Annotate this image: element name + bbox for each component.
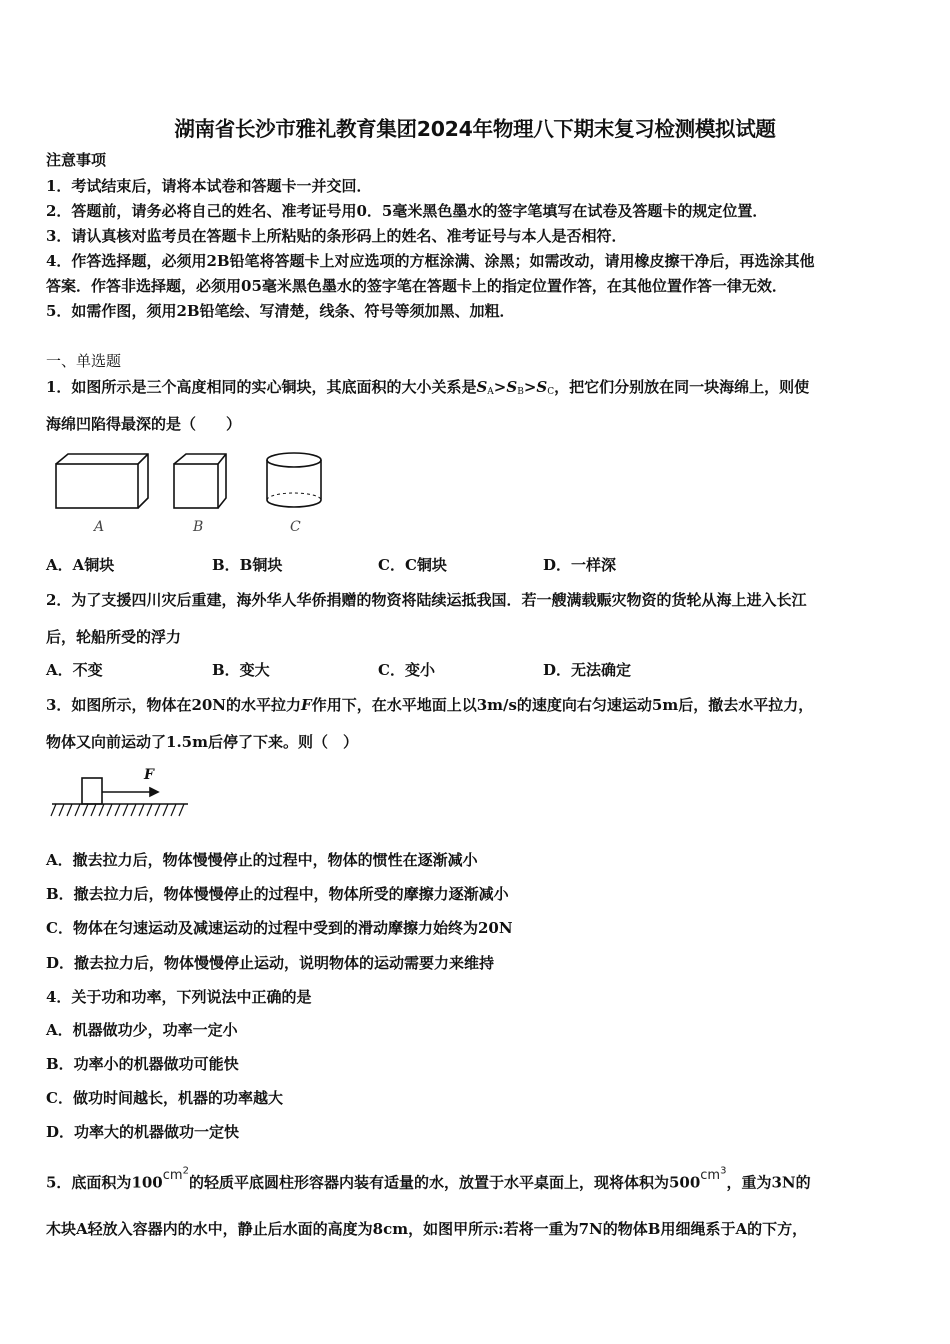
- section-heading: 一、单选题: [46, 352, 122, 370]
- q3-option-c[interactable]: C．物体在匀速运动及减速运动的过程中受到的滑动摩擦力始终为20N: [46, 919, 513, 937]
- q1-option-b[interactable]: B．B铜块: [212, 556, 283, 574]
- notice-item: 5．如需作图，须用2B铅笔绘、写清楚，线条、符号等须加黑、加粗．: [46, 302, 515, 320]
- q1-text-a: 1．如图所示是三个高度相同的实心铜块，其底面积的大小关系是: [46, 378, 477, 396]
- block-a-shape: [56, 454, 148, 508]
- fig-label-a: A: [94, 519, 105, 535]
- force-arrow-head: [150, 788, 158, 796]
- q1-sa: S: [476, 378, 488, 396]
- q1-gt2: >: [523, 378, 537, 396]
- q3-figure-block-on-floor: [50, 762, 192, 826]
- q5-unit-area-exp: 2: [182, 1166, 189, 1177]
- q1-option-a[interactable]: A．A铜块: [46, 556, 115, 574]
- q2-option-a[interactable]: A．不变: [46, 661, 103, 679]
- q1-sb: S: [506, 378, 518, 396]
- q2-option-c[interactable]: C．变小: [378, 661, 435, 679]
- page-title: 湖南省长沙市雅礼教育集团2024年物理八下期末复习检测模拟试题: [174, 117, 776, 141]
- block-b-shape: [174, 454, 226, 508]
- q3-option-d[interactable]: D．撤去拉力后，物体慢慢停止运动，说明物体的运动需要力来维持: [46, 954, 495, 972]
- notice-item: 4．作答选择题，必须用2B铅笔将答题卡上对应选项的方框涂满、涂黑；如需改动，请用橡皮擦干净后，再选涂其他: [46, 252, 815, 270]
- q5-text-b: 的轻质平底圆柱形容器内装有适量的水，放置于水平桌面上，现将体积为500: [188, 1173, 701, 1192]
- q3-text-a: 3．如图所示，物体在20N的水平拉力: [46, 696, 302, 714]
- q2-stem-line2: 后，轮船所受的浮力: [46, 628, 182, 646]
- q5-unit-volume-base: cm: [700, 1168, 721, 1184]
- q4-option-a[interactable]: A．机器做功少，功率一定小: [46, 1021, 238, 1039]
- q5-text-a: 5．底面积为100: [46, 1173, 163, 1192]
- notice-item: 1．考试结束后，请将本试卷和答题卡一并交回．: [46, 177, 372, 195]
- q1-text-b: ，把它们分别放在同一块海绵上，则使: [554, 378, 810, 396]
- q2-option-b[interactable]: B．变大: [212, 661, 270, 679]
- q5-unit-area: [163, 1168, 189, 1183]
- block-shape: [82, 778, 102, 804]
- q1-gt1: >: [493, 378, 507, 396]
- block-c-cylinder-shape: [267, 453, 321, 507]
- q2-stem-line1: 2．为了支援四川灾后重建，海外华人华侨捐赠的物资将陆续运抵我国．若一艘满载赈灾物资的货轮从海上进入长江: [46, 591, 807, 609]
- q1-sb-sub: B: [517, 387, 524, 397]
- q5-unit-volume: [700, 1168, 726, 1183]
- q3-stem-line2: 物体又向前运动了1.5m后停了下来。则（ ）: [46, 733, 358, 751]
- fig-label-c: C: [290, 519, 301, 535]
- fig-label-b: B: [193, 519, 204, 535]
- notice-heading: 注意事项: [46, 151, 107, 169]
- q5-unit-volume-exp: 3: [720, 1166, 727, 1177]
- q1-sa-sub: A: [487, 387, 494, 397]
- q1-stem-line1: [46, 377, 809, 402]
- q5-text-c: ，重为3N的: [726, 1173, 811, 1192]
- q5-stem-line1: [46, 1166, 811, 1194]
- q3-option-a[interactable]: A．撤去拉力后，物体慢慢停止的过程中，物体的惯性在逐渐减小: [46, 851, 478, 869]
- notice-item: 3．请认真核对监考员在答题卡上所粘贴的条形码上的姓名、准考证号与本人是否相符．: [46, 227, 627, 245]
- q4-stem: 4．关于功和功率，下列说法中正确的是: [46, 988, 312, 1006]
- q3-option-b[interactable]: B．撤去拉力后，物体慢慢停止的过程中，物体所受的摩擦力逐渐减小: [46, 885, 509, 903]
- q3-text-b: 作用下，在水平地面上以3m/s的速度向右匀速运动5m后，撤去水平拉力，: [311, 696, 814, 714]
- q2-option-d[interactable]: D．无法确定: [543, 661, 632, 679]
- q4-option-d[interactable]: D．功率大的机器做功一定快: [46, 1123, 240, 1141]
- q3-stem-line1: [46, 695, 813, 715]
- notice-item: 答案．作答非选择题，必须用05毫米黑色墨水的签字笔在答题卡上的指定位置作答，在其他位置作答一律无效．: [46, 277, 787, 295]
- q4-option-b[interactable]: B．功率小的机器做功可能快: [46, 1055, 239, 1073]
- floor-hatching: [51, 804, 184, 816]
- notice-item: 2．答题前，请务必将自己的姓名、准考证号用0．5毫米黑色墨水的签字笔填写在试卷及答题卡的规定位置．: [46, 202, 768, 220]
- q5-stem-line2: 木块A轻放入容器内的水中，静止后水面的高度为8cm，如图甲所示:若将一重为7N的物体B用细绳系于A的下方，: [46, 1220, 808, 1238]
- q3-force-symbol: F: [301, 696, 312, 714]
- q1-sc-sub: C: [547, 387, 555, 397]
- q1-option-c[interactable]: C．C铜块: [378, 556, 447, 574]
- fig-force-label: F: [144, 767, 154, 783]
- q1-figure-copper-blocks: [50, 448, 340, 540]
- q5-unit-area-base: cm: [162, 1168, 183, 1184]
- q1-stem-line2: 海绵凹陷得最深的是（ ）: [46, 415, 242, 433]
- q4-option-c[interactable]: C．做功时间越长，机器的功率越大: [46, 1089, 283, 1107]
- q1-option-d[interactable]: D．一样深: [543, 556, 617, 574]
- q1-sc: S: [536, 378, 548, 396]
